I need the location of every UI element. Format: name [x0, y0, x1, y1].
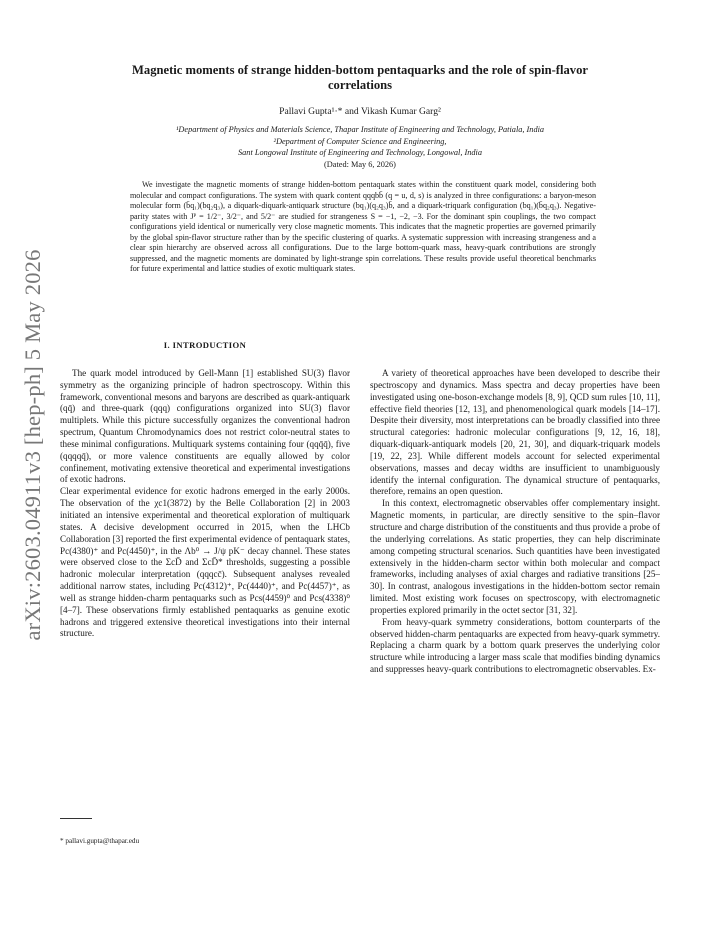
intro-paragraph-4: In this context, electromagnetic observables offer complementary insight. Magnetic moments, in particular, are directly sensitive to the spin–flavor structure and charge distribution of the constituents and thus provide a probe of the underlying correlations. As static properties, they can help discriminate among competing structural scenarios. Such quantities have been investigated extensively in the hidden-charm sector within both molecular and compact frameworks, including analyses of axial charges and radiative transitions [25–30]. In contrast, analogous investigations in the hidden-bottom sector remain limited. Most existing work focuses on spectroscopy, with electromagnetic properties explored primarily in the octet sector [31, 32]. — [370, 498, 660, 615]
paper-title-line-2: correlations — [327, 78, 393, 92]
left-column — [60, 340, 350, 640]
intro-paragraph-5: From heavy-quark symmetry considerations, bottom counterparts of the observed hidden-charm pentaquarks are expected from heavy-quark symmetry. Replacing a charm quark by a bottom quark preserves the underlying color structure while introducing a larger mass scale that modifies binding dynamics and suppresses heavy-quark contributions to electromagnetic observables. Ex- — [370, 616, 660, 675]
arxiv-identifier-stamp — [18, 250, 48, 640]
section-heading-introduction: I. INTRODUCTION — [163, 340, 247, 350]
arxiv-identifier-text: arXiv:2603.04911v3 [hep-ph] 5 May 2026 — [20, 249, 45, 641]
intro-paragraph-2: Clear experimental evidence for exotic hadrons emerged in the early 2000s. The observation of the χc1(3872) by the Belle Collaboration [2] in 2003 initiated an intensive experimental and theoretical exploration of multiquark states. A decisive development occurred in 2015, when the LHCb Collaboration [3] reported the first experimental evidence of pentaquark states, Pc(4380)⁺ and Pc(4450)⁺, in the Λb⁰ → J/ψ pK⁻ decay channel. These states were observed close to the ΣcD̄ and ΣcD̄* thresholds, suggesting a possible hadronic molecular interpretation (qqqcc̄). Subsequent analyses revealed additional narrow states, including Pc(4312)⁺, Pc(4440)⁺, and Pc(4457)⁺, as well as strange hidden-charm pentaquarks such as Pcs(4459)⁰ and Pcs(4338)⁰ [4–7]. These observations firmly established pentaquarks as genuine exotic hadrons and triggered extensive theoretical investigations into their internal structure. — [60, 486, 350, 639]
author-list: Pallavi Gupta¹·* and Vikash Kumar Garg² — [279, 106, 441, 117]
affiliation-1: ¹Department of Physics and Materials Science, Thapar Institute of Engineering and Technology, Patiala, India — [175, 125, 545, 134]
intro-paragraph-3: A variety of theoretical approaches have been developed to describe their spectroscopy and dynamics. Mass spectra and decay properties have been investigated using one-boson-exchange models [8, 9], QCD sum rules [10, 11], effective field theories [12, 13], and phenomenological quark models [14–17]. Despite their diversity, most interpretations can be broadly classified into three structural categories: hadronic molecular configurations [9, 12, 16, 18], diquark-diquark-antiquark models [20, 21, 30], and diquark-triquark models [19, 22, 23]. While different models account for selected experimental observations, masses and decay widths are insufficient to unambiguously identify the internal configuration. The dynamical structure of pentaquarks, therefore, remains an open question. — [370, 368, 660, 497]
intro-paragraph-1: The quark model introduced by Gell-Mann [1] established SU(3) flavor symmetry as the organizing principle of hadron spectroscopy. Within this framework, conventional mesons and baryons are described as quark-antiquark (qq̄) and three-quark (qqq) configurations organized into SU(3) flavor multiplets. While this picture successfully organizes the conventional hadron spectrum, Quantum Chromodynamics does not restrict color-neutral states to these minimal configurations. Multiquark systems containing four (qqq̄q̄), five (qqqqq̄), or more valence constituents are equally allowed by color confinement, motivating extensive theoretical and experimental investigations of exotic hadrons. — [60, 367, 350, 485]
affiliations — [60, 124, 660, 170]
footnote-divider — [60, 818, 92, 819]
paper-title-line-1: Magnetic moments of strange hidden-bottom pentaquarks and the role of spin-flavor — [132, 63, 588, 77]
paper-title — [60, 63, 660, 93]
dated-line: (Dated: May 6, 2026) — [324, 159, 396, 169]
affiliation-2: ²Department of Computer Science and Engineering, — [273, 136, 447, 146]
affiliation-3: Sant Longowal Institute of Engineering and Technology, Longowal, India — [238, 148, 482, 157]
footnote-email: * pallavi.gupta@thapar.edu — [60, 837, 140, 845]
abstract: We investigate the magnetic moments of strange hidden-bottom pentaquark states within the constituent quark model, considering both molecular and compact configurations. The system with quark content qqqbb̄ (q = u, d, s) is analyzed in three configurations: a baryon-meson molecular form (b̄q₁)(bq₂q₃), a diquark-diquark-antiquark structure (bq₁)(q₂q₃)b̄, and a diquark-triquark configuration (bq₁)(b̄q₂q₃). Negative-parity states with Jᴾ = 1/2⁻, 3/2⁻, and 5/2⁻ are studied for strangeness S = −1, −2, −3. For the dominant spin couplings, the two compact configurations yield identical or numerically very close magnetic moments. This indicates that the magnetic properties are governed primarily by the global spin-flavor structure rather than by the specific clustering of quarks. A systematic suppression with increasing strangeness and a clear spin hierarchy are observed across all configurations. Due to the large bottom-quark mass, heavy-quark contributions are strongly suppressed, and the magnetic moments are dominated by light-strange spin correlations. These results provide useful theoretical benchmarks for future experimental and lattice studies of exotic multiquark states. — [130, 180, 596, 273]
right-column — [370, 368, 660, 676]
